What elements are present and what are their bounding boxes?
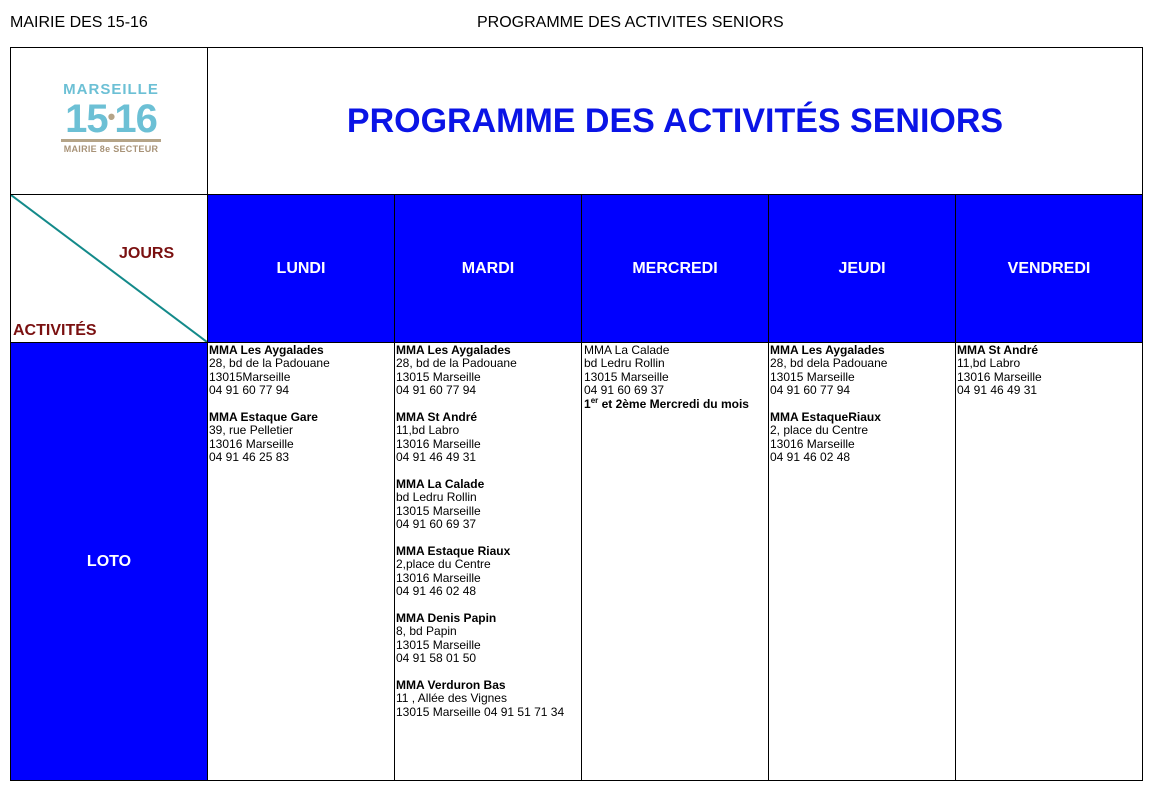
list-item <box>396 612 581 666</box>
activity-loto: LOTO <box>11 343 208 780</box>
venue-phone: 04 91 60 69 37 <box>396 517 477 532</box>
venue-address: 28, bd de la Padouane <box>396 356 517 371</box>
venue-city: 13016 Marseille <box>209 436 294 451</box>
venue-address: bd Ledru Rollin <box>396 490 477 505</box>
venue-name: MMA La Calade <box>396 477 485 492</box>
list-item <box>396 478 581 532</box>
venue-name: MMA St André <box>957 343 1039 357</box>
day-header-vendredi: VENDREDI <box>956 195 1142 343</box>
venue-address: 2,place du Centre <box>396 557 491 572</box>
venue-phone: 04 91 46 49 31 <box>396 450 477 465</box>
list-item <box>396 545 581 599</box>
logo-line3: MAIRIE 8e SECTEUR <box>63 144 159 154</box>
corner-cell <box>11 195 208 343</box>
schedule-note <box>584 395 768 411</box>
day-header-mardi: MARDI <box>395 195 582 343</box>
venue-address: 11,bd Labro <box>396 423 460 438</box>
list-item <box>770 411 955 465</box>
schedule-table <box>10 47 1143 781</box>
venue-city-phone: 13015 Marseille 04 91 51 71 34 <box>396 704 565 719</box>
venue-city: 13015 Marseille <box>396 637 481 652</box>
logo-cell <box>11 48 208 195</box>
note-ordinal-suffix: er <box>590 395 599 405</box>
day-header-jeudi: JEUDI <box>769 195 956 343</box>
cell-mardi <box>395 343 582 780</box>
venue-name: MMA Les Aygalades <box>770 343 885 357</box>
venue-city: 13016 Marseille <box>396 436 481 451</box>
venue-name: MMA Les Aygalades <box>396 343 511 357</box>
venue-city: 13015 Marseille <box>396 369 481 384</box>
title-cell <box>208 48 1142 195</box>
venue-address: 39, rue Pelletier <box>209 423 294 438</box>
venue-phone: 04 91 46 02 48 <box>396 584 477 599</box>
list-item <box>396 679 581 719</box>
note-ordinal: 1 <box>584 396 591 411</box>
venue-name: MMA EstaqueRiaux <box>770 410 881 425</box>
venue-name: MMA Verduron Bas <box>396 678 506 693</box>
venue-address: 28, bd dela Padouane <box>770 356 888 371</box>
logo-number <box>59 97 163 141</box>
venue-address: bd Ledru Rollin <box>584 356 665 371</box>
venue-phone: 04 91 60 77 94 <box>209 383 290 398</box>
diagonal-line <box>11 195 207 342</box>
venue-city: 13016 Marseille <box>396 570 481 585</box>
list-item <box>209 411 394 465</box>
label-activites: ACTIVITÉS <box>13 322 97 339</box>
note-text: et 2ème Mercredi du mois <box>598 396 749 411</box>
list-item <box>957 344 1142 398</box>
venue-address: 11 , Allée des Vignes <box>396 691 507 706</box>
label-jours: JOURS <box>119 245 175 262</box>
venue-city: 13015 Marseille <box>584 369 669 384</box>
venue-phone: 04 91 46 25 83 <box>209 450 290 465</box>
venue-phone: 04 91 60 77 94 <box>770 383 851 398</box>
venue-city: 13016 Marseille <box>957 369 1042 384</box>
logo-num-b: 16 <box>114 97 157 141</box>
venue-city: 13015Marseille <box>209 369 291 384</box>
list-item <box>209 344 394 398</box>
venue-phone: 04 91 46 02 48 <box>770 450 851 465</box>
venue-address: 28, bd de la Padouane <box>209 356 330 371</box>
venue-phone: 04 91 60 69 37 <box>584 383 665 398</box>
venue-name: MMA St André <box>396 410 478 425</box>
logo-line1: MARSEILLE <box>63 81 159 98</box>
marseille-logo <box>59 82 163 154</box>
logo-dot: • <box>107 104 115 129</box>
list-item <box>396 344 581 398</box>
venue-city: 13015 Marseille <box>770 369 855 384</box>
logo-num-a: 15 <box>65 97 108 141</box>
cell-mercredi <box>582 343 769 780</box>
page-title: PROGRAMME DES ACTIVITÉS SENIORS <box>346 102 1004 140</box>
day-header-mercredi: MERCREDI <box>582 195 769 343</box>
venue-address: 2, place du Centre <box>770 423 869 438</box>
venue-city: 13016 Marseille <box>770 436 855 451</box>
header-program-title: PROGRAMME DES ACTIVITES SENIORS <box>477 14 784 31</box>
venue-phone: 04 91 58 01 50 <box>396 651 477 666</box>
cell-vendredi <box>956 343 1142 780</box>
cell-lundi <box>208 343 395 780</box>
venue-name: MMA Les Aygalades <box>209 343 324 357</box>
venue-name: MMA Estaque Gare <box>209 410 318 425</box>
list-item <box>396 411 581 465</box>
venue-address: 11,bd Labro <box>957 356 1021 371</box>
venue-name: MMA Estaque Riaux <box>396 544 511 559</box>
venue-city: 13015 Marseille <box>396 503 481 518</box>
venue-phone: 04 91 60 77 94 <box>396 383 477 398</box>
header-mairie: MAIRIE DES 15-16 <box>10 14 148 31</box>
list-item <box>584 344 768 411</box>
venue-address: 8, bd Papin <box>396 624 457 639</box>
list-item <box>770 344 955 398</box>
venue-name: MMA Denis Papin <box>396 611 497 626</box>
cell-jeudi <box>769 343 956 780</box>
day-header-lundi: LUNDI <box>208 195 395 343</box>
venue-name: MMA La Calade <box>584 343 670 357</box>
venue-phone: 04 91 46 49 31 <box>957 383 1038 398</box>
